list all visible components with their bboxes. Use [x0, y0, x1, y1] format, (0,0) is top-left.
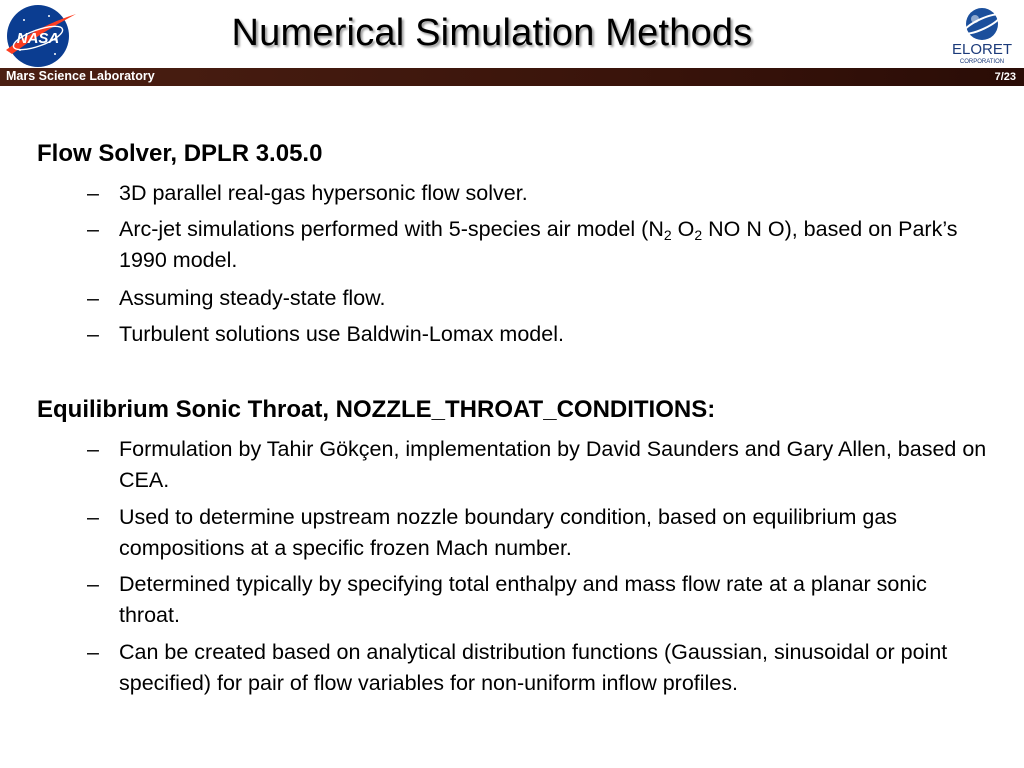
svg-text:CORPORATION: CORPORATION	[959, 59, 1005, 65]
dash-bullet: –	[87, 640, 99, 664]
eloret-logo	[944, 2, 1020, 68]
list-item	[87, 319, 987, 350]
dash-bullet: –	[87, 217, 99, 241]
bullet-text: 3D parallel real-gas hypersonic flow solver.	[119, 181, 528, 205]
bullet-text: Arc-jet simulations performed with 5-species air model ($N_2$ $O_2$ NO N O), based on Park’s 1990 model.	[119, 217, 958, 272]
dash-bullet: –	[87, 181, 99, 205]
svg-text:ELORET: ELORET	[951, 41, 1013, 58]
dash-bullet: –	[87, 322, 99, 346]
page-title: Numerical Simulation Methods	[231, 12, 753, 54]
list-item	[87, 283, 987, 314]
bullet-text: Used to determine upstream nozzle boundary condition, based on equilibrium gas compositions at a specific frozen Mach number.	[119, 505, 898, 560]
mission-label: Mars Science Laboratory	[6, 69, 155, 83]
section-heading-flow-solver: Flow Solver, DPLR 3.05.0	[37, 140, 323, 167]
header-bar	[0, 68, 1024, 86]
list-item	[87, 502, 987, 564]
bullet-text: Determined typically by specifying total enthalpy and mass flow rate at a planar sonic throat.	[119, 572, 927, 627]
list-item	[87, 434, 987, 496]
bullet-text: Assuming steady-state flow.	[119, 286, 386, 310]
list-item	[87, 214, 987, 276]
list-item	[87, 637, 987, 699]
section-heading-sonic-throat: Equilibrium Sonic Throat, NOZZLE_THROAT_CONDITIONS:	[37, 396, 716, 423]
page-number: 7/23	[994, 71, 1016, 83]
list-item	[87, 569, 987, 631]
dash-bullet: –	[87, 437, 99, 461]
dash-bullet: –	[87, 505, 99, 529]
bullet-text: Can be created based on analytical distribution functions (Gaussian, sinusoidal or point specified) for pair of flow variables for non-uniform inflow profiles.	[119, 640, 948, 695]
bullet-text: Formulation by Tahir Gökçen, implementation by David Saunders and Gary Allen, based on CEA.	[119, 437, 987, 492]
dash-bullet: –	[87, 286, 99, 310]
bullet-text: Turbulent solutions use Baldwin-Lomax model.	[119, 322, 564, 346]
dash-bullet: –	[87, 572, 99, 596]
svg-text:NASA: NASA	[16, 30, 60, 47]
list-item	[87, 178, 987, 209]
